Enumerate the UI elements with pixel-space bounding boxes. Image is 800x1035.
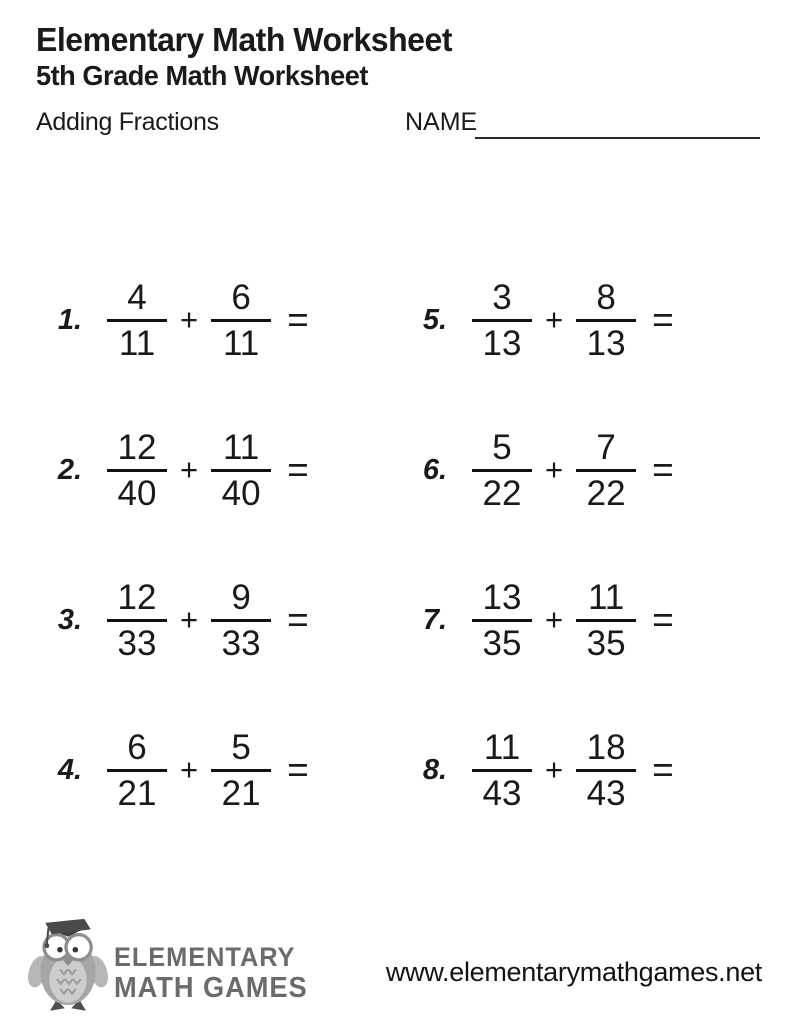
equals-sign: = [652,299,674,340]
fraction-denominator: 33 [117,623,157,663]
name-label: NAME [405,108,478,136]
fraction-numerator: 12 [107,429,167,472]
fraction-second [576,579,636,661]
fraction-denominator: 35 [482,623,522,663]
fraction-denominator: 40 [117,473,157,513]
problem-row [30,245,380,395]
fraction-numerator: 5 [211,729,271,772]
plus-operator: + [545,602,564,637]
plus-operator: + [545,302,564,337]
fraction-denominator: 22 [482,473,522,513]
fraction-denominator: 40 [221,473,261,513]
owl-graduation-cap-icon [26,918,110,1014]
problem-number: 3. [57,603,82,636]
fraction-second [576,279,636,361]
fraction-second [211,729,271,811]
fraction-second [576,429,636,511]
logo-line2: MATH GAMES [114,971,308,1004]
fraction-denominator: 22 [586,473,626,513]
fraction-second [211,429,271,511]
fraction-second [211,279,271,361]
fraction-numerator: 8 [576,279,636,322]
fraction-numerator: 11 [576,579,636,622]
fraction-numerator: 11 [472,729,532,772]
fraction-denominator: 35 [586,623,626,663]
header [36,22,465,93]
problem-number: 7. [422,603,447,636]
plus-operator: + [180,452,199,487]
problem-number: 1. [57,303,82,336]
fraction-first [107,429,167,511]
fraction-numerator: 9 [211,579,271,622]
problems-column-right [395,245,770,845]
fraction-numerator: 7 [576,429,636,472]
fraction-first [472,579,532,661]
fraction-numerator: 11 [211,429,271,472]
problem-row [30,695,380,845]
page-title: Elementary Math Worksheet [36,21,452,58]
fraction-denominator: 43 [482,773,522,813]
logo-line1: ELEMENTARY [114,941,296,972]
name-row [405,108,765,137]
logo-text [114,941,320,1004]
fraction-denominator: 21 [221,773,261,813]
problem-row [30,395,380,545]
worksheet-topic: Adding Fractions [36,108,219,136]
footer-logo [26,918,320,1014]
fraction-second [211,579,271,661]
problem-number: 5. [422,303,447,336]
equals-sign: = [652,599,674,640]
fraction-numerator: 6 [107,729,167,772]
fraction-second [576,729,636,811]
page-subtitle: 5th Grade Math Worksheet [36,60,368,92]
fraction-first [472,279,532,361]
equals-sign: = [287,599,309,640]
plus-operator: + [180,602,199,637]
problem-row [395,245,770,395]
fraction-numerator: 13 [472,579,532,622]
problem-row [30,545,380,695]
problem-number: 6. [422,453,447,486]
problem-number: 2. [57,453,82,486]
fraction-denominator: 43 [586,773,626,813]
fraction-first [472,729,532,811]
problem-row [395,695,770,845]
fraction-numerator: 3 [472,279,532,322]
fraction-first [107,729,167,811]
fraction-denominator: 11 [118,323,156,363]
fraction-denominator: 11 [222,323,260,363]
name-blank-line [475,137,760,139]
plus-operator: + [180,302,199,337]
fraction-denominator: 13 [586,323,626,363]
fraction-numerator: 4 [107,279,167,322]
fraction-denominator: 21 [117,773,157,813]
plus-operator: + [545,752,564,787]
fraction-denominator: 13 [482,323,522,363]
fraction-first [472,429,532,511]
footer-url: www.elementarymathgames.net [385,957,762,987]
equals-sign: = [287,449,309,490]
equals-sign: = [652,449,674,490]
plus-operator: + [180,752,199,787]
problem-number: 4. [57,753,82,786]
fraction-first [107,579,167,661]
equals-sign: = [287,749,309,790]
fraction-numerator: 5 [472,429,532,472]
fraction-numerator: 18 [576,729,636,772]
problems-column-left [30,245,380,845]
equals-sign: = [652,749,674,790]
equals-sign: = [287,299,309,340]
plus-operator: + [545,452,564,487]
problem-row [395,395,770,545]
fraction-numerator: 6 [211,279,271,322]
problem-number: 8. [422,753,447,786]
problem-row [395,545,770,695]
fraction-numerator: 12 [107,579,167,622]
fraction-first [107,279,167,361]
fraction-denominator: 33 [221,623,261,663]
